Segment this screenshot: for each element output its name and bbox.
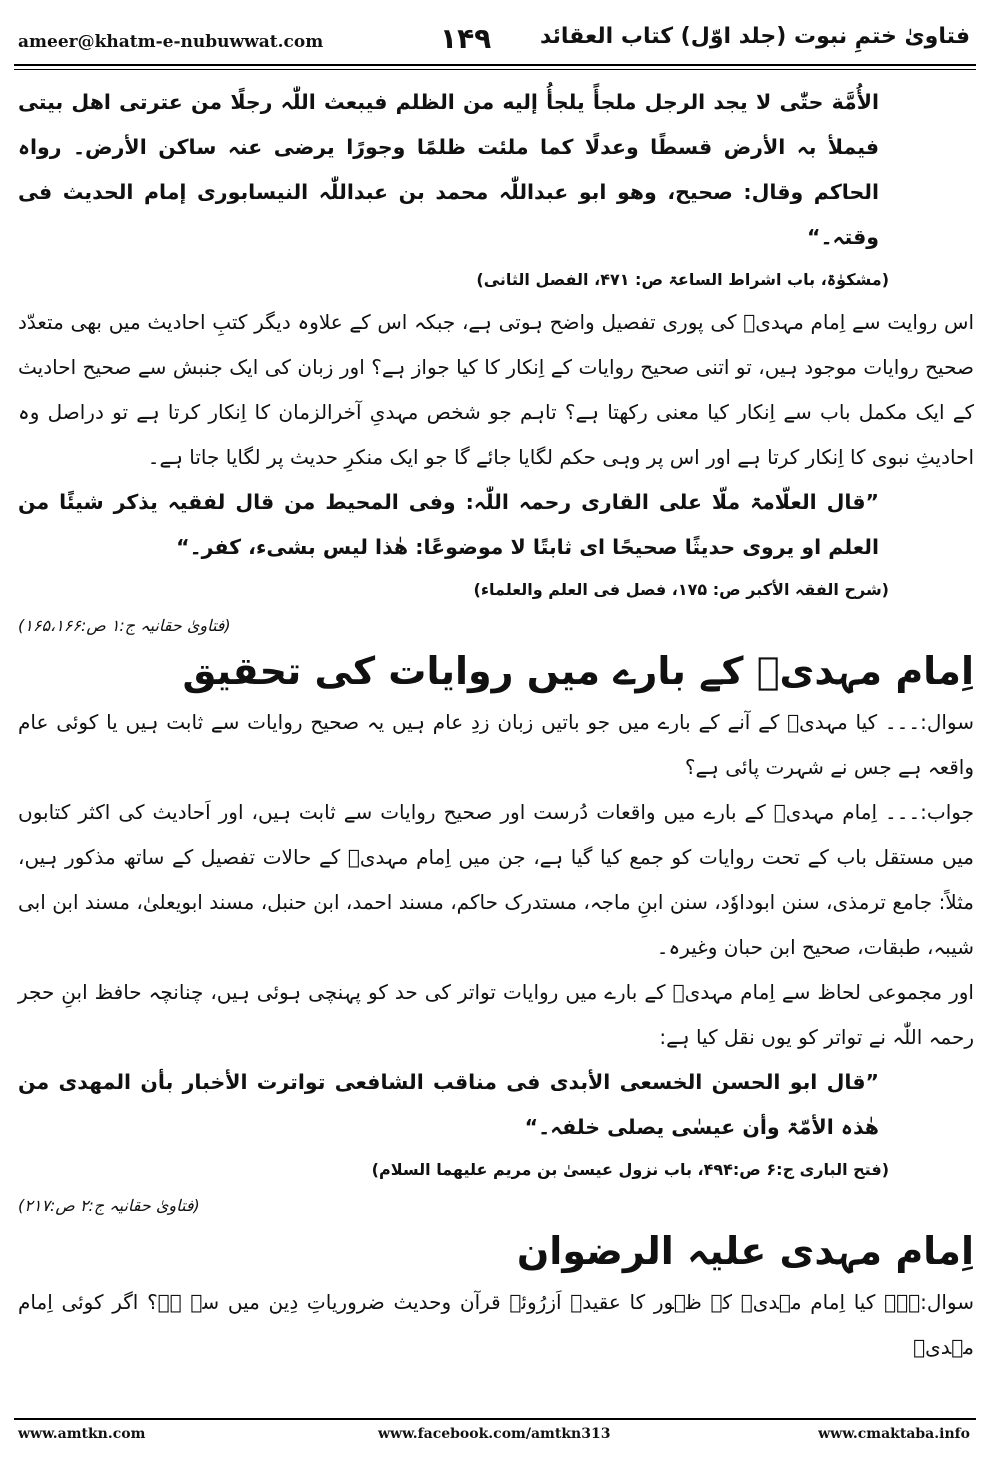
- citation-fath-al-bari: (فتح الباری ج:۶ ص:۴۹۴، باب نزول عیسیٰ بن مریم علیھما السلام): [371, 1160, 889, 1179]
- reference-fatawa-haqqania-1: (فتاویٰ حقانیہ ج:۱ ص:۱۶۵،۱۶۶): [18, 616, 231, 635]
- page-body: [18, 80, 974, 1370]
- header-divider-thin: [14, 69, 976, 70]
- page-footer: [18, 1426, 970, 1450]
- arabic-quote-fath-al-bari: ”قال ابو الحسن الخسعی الأبدی فی مناقب الشافعی تواترت الأخبار بأن المھدی من ھٰذہ الأمّۃ وأن عیسٰی یصلی خلفہ۔“: [18, 1070, 879, 1139]
- footer-link-cmaktaba[interactable]: www.cmaktaba.info: [818, 1426, 970, 1442]
- header-email[interactable]: ameer@khatm-e-nubuwwat.com: [18, 32, 324, 52]
- question-paragraph-1: سوال:۔۔۔ کیا مہدیؓ کے آنے کے بارے میں جو باتیں زبان زدِ عام ہیں یہ صحیح روایات سے ثابت ہیں یا کوئی عام واقعہ ہے جس نے شہرت پائی ہے؟: [18, 710, 974, 779]
- section-heading-imam-mahdi: اِمام مہدی علیہ الرضوان: [516, 1229, 974, 1273]
- paragraph-riwayat: اس روایت سے اِمام مہدیؓ کی پوری تفصیل واضح ہوتی ہے، جبکہ اس کے علاوہ دیگر کتبِ احادیث میں بھی متعدّد صحیح روایات موجود ہیں، تو اتنی صحیح روایات کے اِنکار کا کیا جواز ہے؟ اور زبان کی ایک جنبش سے صحیح احادیث کے ایک مکمل باب سے اِنکار کیا معنی رکھتا ہے؟ تاہم جو شخص مہدیِ آخرالزمان کا اِنکار کرتا ہے تو دراصل وہ احادیثِ نبوی کا اِنکار کرتا ہے اور اس پر وہی حکم لگایا جائے گا جو ایک منکرِ حدیث پر لگایا جاتا ہے۔: [18, 310, 974, 469]
- book-title: فتاویٰ ختمِ نبوت (جلد اوّل) کتاب العقائد: [539, 24, 970, 49]
- citation-mishkat: (مشکوٰۃ، باب اشراط الساعۃ ص: ۴۷۱، الفصل الثانی): [476, 270, 889, 289]
- arabic-quote-mulla-ali-qari: ”قال العلّامۃ ملّا علی القاری رحمہ اللّٰہ: وفی المحیط من قال لفقیہ یذکر شیئًا من العلم او یروی حدیثًا صحیحًا ای ثابتًا لا موضوعًا: ھٰذا لیس بشیء، کفر۔“: [18, 490, 879, 559]
- arabic-quote-hadith: الأُمَّة حتّٰی لا یجد الرجل ملجأً یلجأُ إلیه من الظلم فیبعث اللّٰہ رجلًا من عترتی اھل بیتی فیملأ بہ الأرض قسطًا وعدلًا کما ملئت ظلمًا وجورًا یرضی عنہ ساکن الأرض۔ رواہ الحاکم وقال: صحیح، وھو ابو عبداللّٰہ محمد بن عبداللّٰہ النیسابوری إمام الحدیث فی وقتہ۔“: [18, 90, 879, 249]
- answer-paragraph-2: اور مجموعی لحاظ سے اِمام مہدیؓ کے بارے میں روایات تواتر کی حد کو پہنچی ہوئی ہیں، چنانچہ حافظ ابنِ حجر رحمہ اللّٰہ نے تواتر کو یوں نقل کیا ہے:: [18, 980, 974, 1049]
- footer-link-amtkn[interactable]: www.amtkn.com: [18, 1426, 146, 1442]
- citation-sharh-fiqh-akbar: (شرح الفقہ الأکبر ص: ۱۷۵، فصل فی العلم والعلماء): [473, 580, 889, 599]
- footer-divider: [14, 1418, 976, 1420]
- reference-fatawa-haqqania-2: (فتاویٰ حقانیہ ج:۲ ص:۲۱۷): [18, 1196, 200, 1215]
- section-heading-tahqiq: اِمام مہدیؓ کے بارے میں روایات کی تحقیق: [182, 649, 974, 693]
- page-number: ۱۴۹: [440, 22, 492, 55]
- header-divider: [14, 64, 976, 66]
- answer-paragraph-1: جواب:۔۔۔ اِمام مہدیؓ کے بارے میں واقعات دُرست اور صحیح روایات سے ثابت ہیں، اور اَحادیث کی اکثر کتابوں میں مستقل باب کے تحت روایات کو جمع کیا گیا ہے، جن میں اِمام مہدیؓ کے حالات تفصیل کے ساتھ مذکور ہیں، مثلاً: جامع ترمذی، سنن ابوداوٗد، سنن ابنِ ماجہ، مستدرک حاکم، مسند احمد، ابن حنبل، مسند ابویعلیٰ، مسند ابن ابی شیبہ، طبقات، صحیح ابن حبان وغیرہ۔: [18, 800, 974, 959]
- question-paragraph-2: سوال:۔۔۔ کیا اِمام مہدیؓ کے ظہور کا عقیدہ اَزرُوئے قرآن وحدیث ضروریاتِ دِین میں سے ہے؟ اگر کوئی اِمام مہدیؓ: [18, 1290, 974, 1359]
- page-header: [0, 0, 990, 62]
- footer-link-facebook[interactable]: www.facebook.com/amtkn313: [378, 1426, 611, 1442]
